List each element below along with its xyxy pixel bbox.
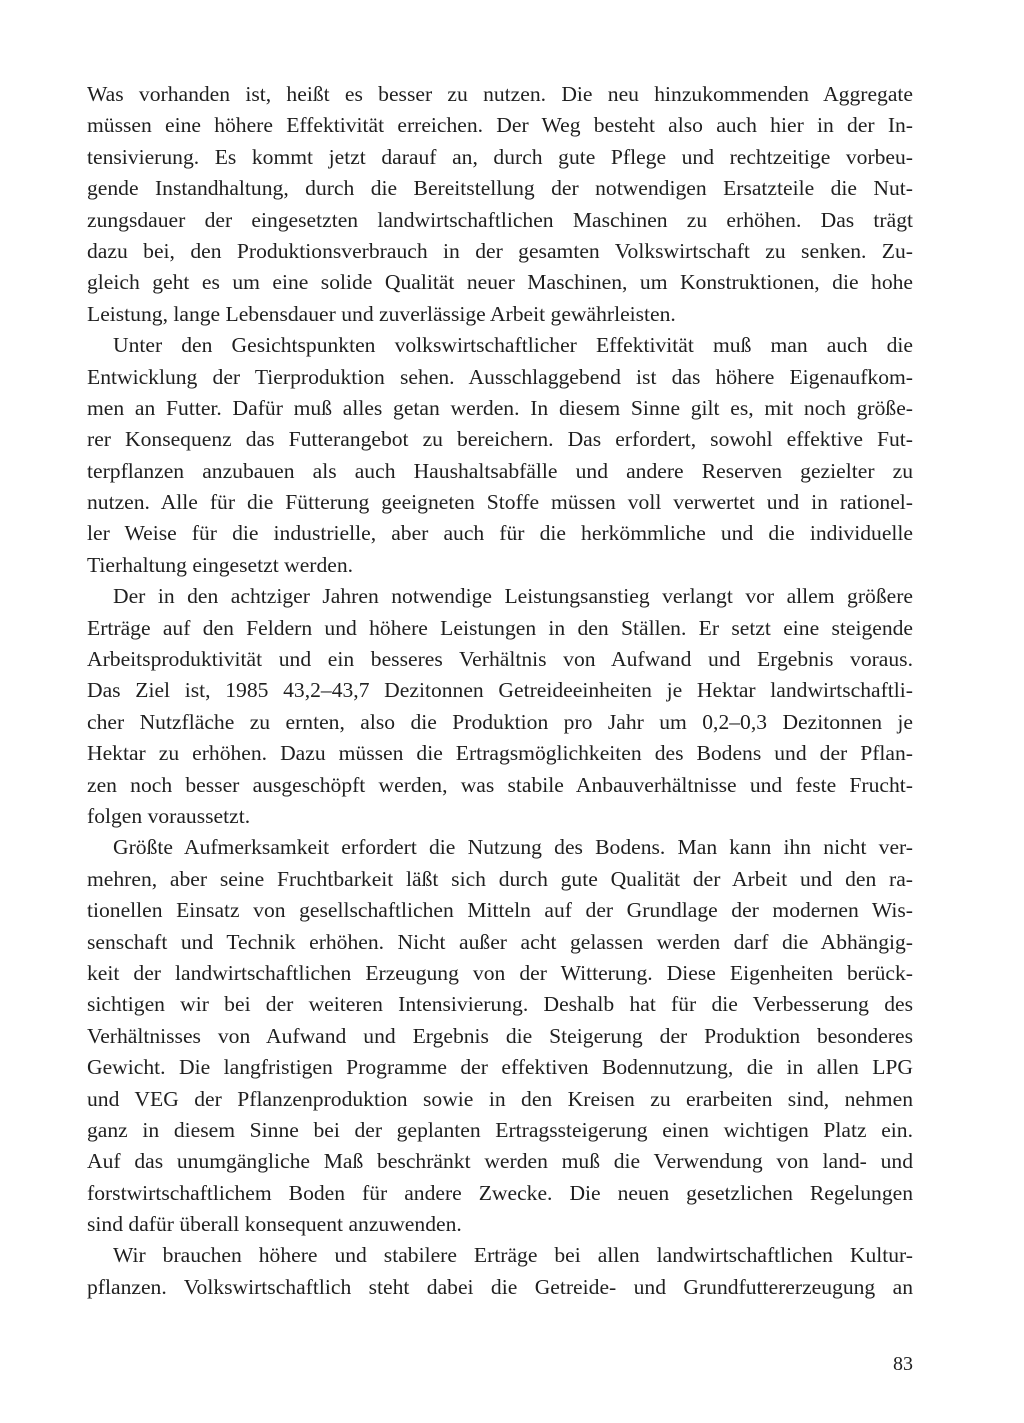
text-line: men an Futter. Dafür muß alles getan werden. In diesem Sinne gilt es, mit noch größe- (87, 395, 913, 420)
text-line: Gewicht. Die langfristigen Programme der effektiven Bodennutzung, die in allen LPG (87, 1055, 913, 1080)
text-line: mehren, aber seine Fruchtbarkeit läßt sich durch gute Qualität der Arbeit und den ra- (87, 866, 913, 891)
text-line: und VEG der Pflanzenproduktion sowie in den Kreisen zu erarbeiten sind, nehmen (87, 1086, 913, 1111)
text-line: müssen eine höhere Effektivität erreichen. Der Weg besteht also auch hier in der In- (87, 113, 913, 138)
text-line: Größte Aufmerksamkeit erfordert die Nutzung des Bodens. Man kann ihn nicht ver- (113, 835, 913, 860)
text-line: Was vorhanden ist, heißt es besser zu nutzen. Die neu hinzukommenden Aggregate (87, 82, 913, 106)
text-line: tensivierung. Es kommt jetzt darauf an, durch gute Pflege und rechtzeitige vorbeu- (87, 144, 913, 169)
text-line: sichtigen wir bei der weiteren Intensivierung. Deshalb hat für die Verbesserung des (87, 992, 913, 1017)
text-line: tionellen Einsatz von gesellschaftlichen Mitteln auf der Grundlage der modernen Wis- (87, 898, 913, 923)
text-line: folgen voraussetzt. (87, 803, 251, 828)
text-line: cher Nutzfläche zu ernten, also die Produktion pro Jahr um 0,2–0,3 Dezitonnen je (87, 709, 913, 734)
text-line: Tierhaltung eingesetzt werden. (87, 552, 354, 577)
text-line: dazu bei, den Produktionsverbrauch in der gesamten Volkswirtschaft zu senken. Zu- (87, 238, 913, 263)
text-line: Wir brauchen höhere und stabilere Erträge bei allen landwirtschaftlichen Kultur- (113, 1243, 913, 1268)
text-line: Entwicklung der Tierproduktion sehen. Ausschlaggebend ist das höhere Eigenaufkom- (87, 364, 913, 389)
text-line: keit der landwirtschaftlichen Erzeugung von der Witterung. Diese Eigenheiten berück- (87, 960, 913, 985)
text-line: forstwirtschaftlichem Boden für andere Zwecke. Die neuen gesetzlichen Regelungen (87, 1180, 913, 1205)
text-line: Der in den achtziger Jahren notwendige Leistungsanstieg verlangt vor allem größere (113, 584, 913, 609)
text-line: zen noch besser ausgeschöpft werden, was stabile Anbauverhältnisse und feste Frucht- (87, 772, 913, 797)
body-text (87, 79, 913, 1303)
page-number: 83 (893, 1353, 913, 1375)
text-line: Verhältnisses von Aufwand und Ergebnis die Steigerung der Produktion besonderes (87, 1023, 913, 1048)
text-line: Erträge auf den Feldern und höhere Leistungen in den Ställen. Er setzt eine steigende (87, 615, 913, 640)
text-line: Das Ziel ist, 1985 43,2–43,7 Dezitonnen Getreideeinheiten je Hektar landwirtschaftli- (87, 678, 913, 703)
text-line: rer Konsequenz das Futterangebot zu bereichern. Das erfordert, sowohl effektive Fut- (87, 427, 913, 452)
text-line: zungsdauer der eingesetzten landwirtschaftlichen Maschinen zu erhöhen. Das trägt (87, 207, 913, 232)
text-line: Leistung, lange Lebensdauer und zuverlässige Arbeit gewährleisten. (87, 301, 676, 326)
text-line: Auf das unumgängliche Maß beschränkt werden muß die Verwendung von land- und (87, 1149, 913, 1174)
text-line: gende Instandhaltung, durch die Bereitstellung der notwendigen Ersatzteile die Nut- (87, 176, 913, 201)
text-line: senschaft und Technik erhöhen. Nicht außer acht gelassen werden darf die Abhängig- (87, 929, 913, 954)
text-line: Arbeitsproduktivität und ein besseres Verhältnis von Aufwand und Ergebnis voraus. (87, 647, 913, 672)
text-line: Hektar zu erhöhen. Dazu müssen die Ertragsmöglichkeiten des Bodens und der Pflan- (87, 741, 913, 766)
text-line: gleich geht es um eine solide Qualität neuer Maschinen, um Konstruktionen, die hohe (87, 270, 913, 295)
text-line: sind dafür überall konsequent anzuwenden. (87, 1212, 462, 1237)
text-line: terpflanzen anzubauen als auch Haushaltsabfälle und andere Reserven gezielter zu (87, 458, 913, 483)
text-line: ganz in diesem Sinne bei der geplanten Ertragssteigerung einen wichtigen Platz ein. (87, 1117, 913, 1142)
text-line: pflanzen. Volkswirtschaftlich steht dabei die Getreide- und Grundfuttererzeugung an (87, 1274, 913, 1299)
text-line: Unter den Gesichtspunkten volkswirtschaftlicher Effektivität muß man auch die (113, 333, 913, 358)
text-line: ler Weise für die industrielle, aber auch für die herkömmliche und die individuelle (87, 521, 913, 546)
text-line: nutzen. Alle für die Fütterung geeigneten Stoffe müssen voll verwertet und in rationel- (87, 490, 913, 515)
